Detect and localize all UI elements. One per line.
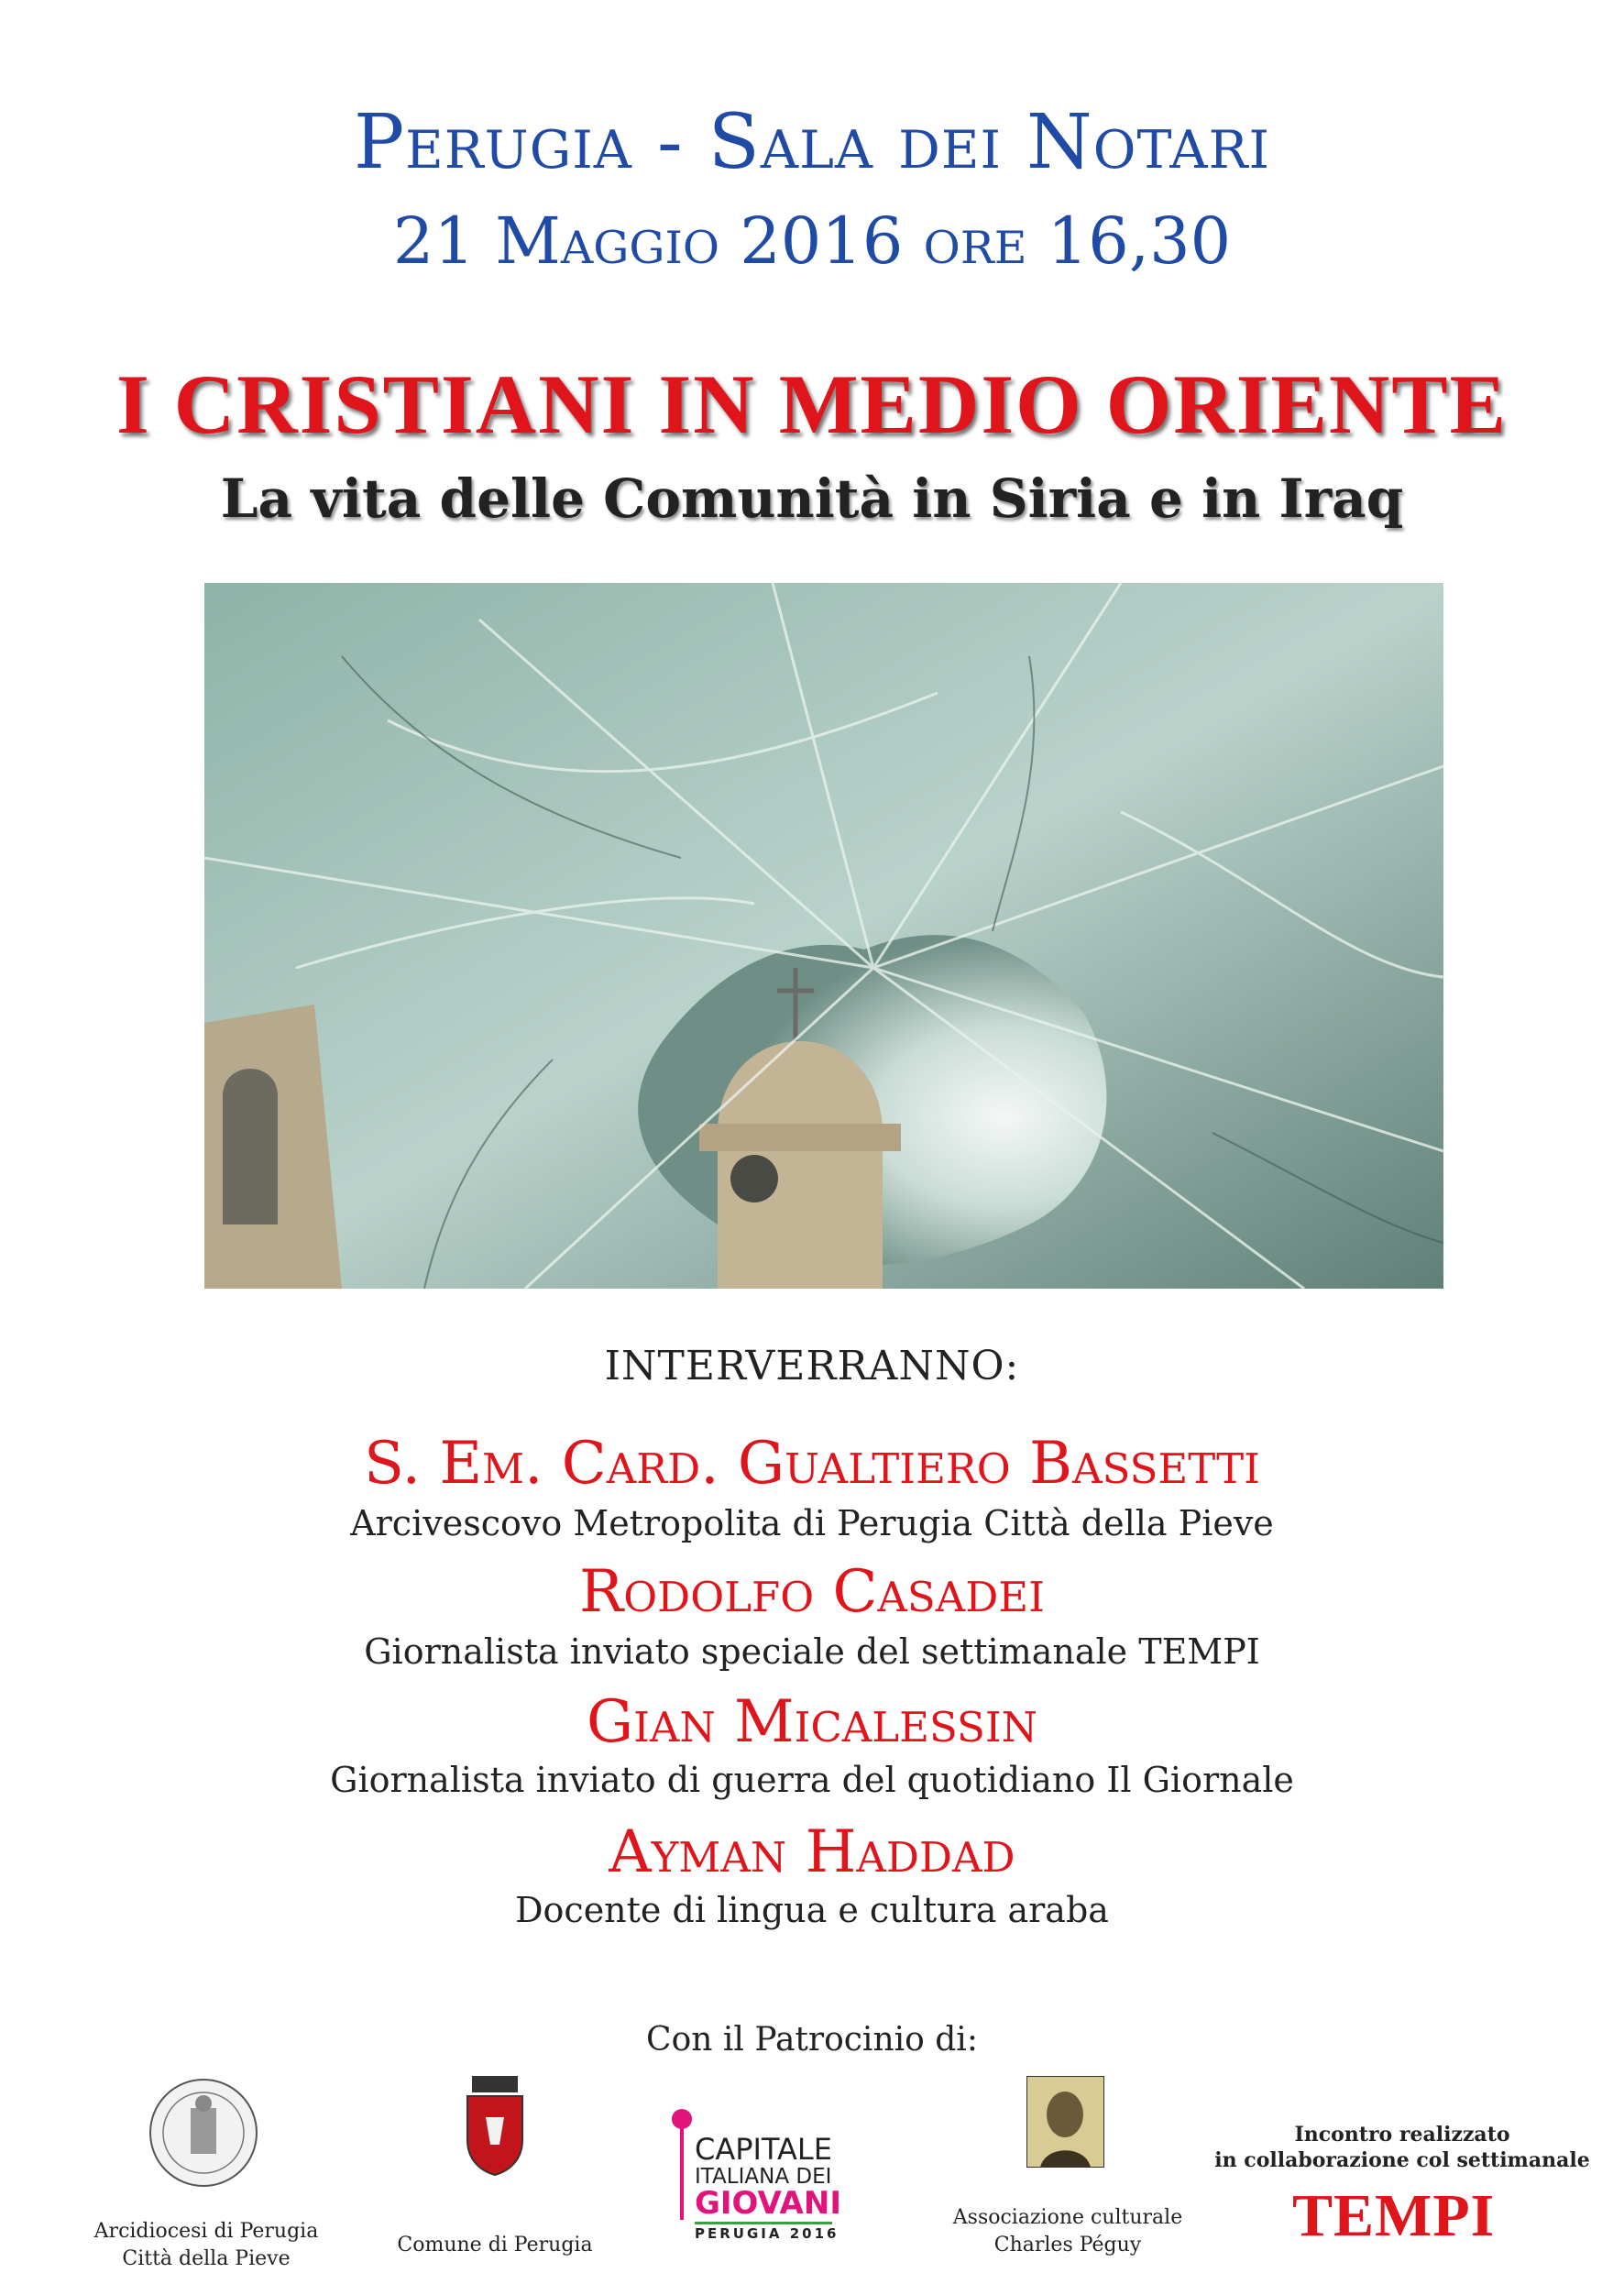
capitale-giovani-logo xyxy=(669,2108,871,2242)
speaker-name: Ayman Haddad xyxy=(609,1818,1015,1886)
peguy-label: Associazione culturale Charles Péguy xyxy=(952,2206,1183,2257)
event-title: I CRISTIANI IN MEDIO ORIENTE xyxy=(115,357,1509,451)
pin-icon xyxy=(669,2108,697,2223)
venue-heading: Perugia - Sala dei Notari xyxy=(353,99,1271,186)
green-bar xyxy=(695,2222,832,2224)
speaker-role: Arcivescovo Metropolita di Perugia Città della Pieve xyxy=(350,1503,1274,1543)
speaker-role: Giornalista inviato di guerra del quotidiano Il Giornale xyxy=(330,1760,1294,1800)
capitale-text: CAPITALE xyxy=(695,2132,832,2167)
shattered-glass-church-photo xyxy=(204,583,1443,1289)
speaker-role: Docente di lingua e cultura araba xyxy=(515,1890,1109,1930)
event-date: 21 Maggio 2016 ore 16,30 xyxy=(392,203,1232,279)
city-crest-icon xyxy=(463,2076,527,2177)
speaker-name: Rodolfo Casadei xyxy=(579,1558,1045,1626)
diocese-seal-icon xyxy=(147,2076,261,2191)
patronage-heading: Con il Patrocinio di: xyxy=(646,2021,978,2059)
city-label: Comune di Perugia xyxy=(397,2234,593,2257)
diocese-label: Arcidiocesi di Perugia Città della Pieve xyxy=(93,2220,319,2270)
perugia-2016-text: PERUGIA 2016 xyxy=(695,2225,839,2242)
collaboration-note: Incontro realizzato in collaborazione col settimanale xyxy=(1214,2123,1590,2172)
italiana-text: ITALIANA DEI xyxy=(695,2165,832,2189)
giovani-text: GIOVANI xyxy=(695,2185,841,2222)
speaker-name: Gian Micalessin xyxy=(586,1688,1038,1756)
speakers-intro: INTERVERRANNO: xyxy=(604,1343,1020,1389)
event-subtitle: La vita delle Comunità in Siria e in Iraq xyxy=(220,467,1404,530)
tempi-logo: TEMPI xyxy=(1292,2182,1496,2249)
portrait-icon xyxy=(1026,2076,1104,2168)
speaker-name: S. Em. Card. Gualtiero Bassetti xyxy=(364,1430,1260,1498)
speaker-role: Giornalista inviato speciale del settimanale TEMPI xyxy=(364,1631,1260,1672)
